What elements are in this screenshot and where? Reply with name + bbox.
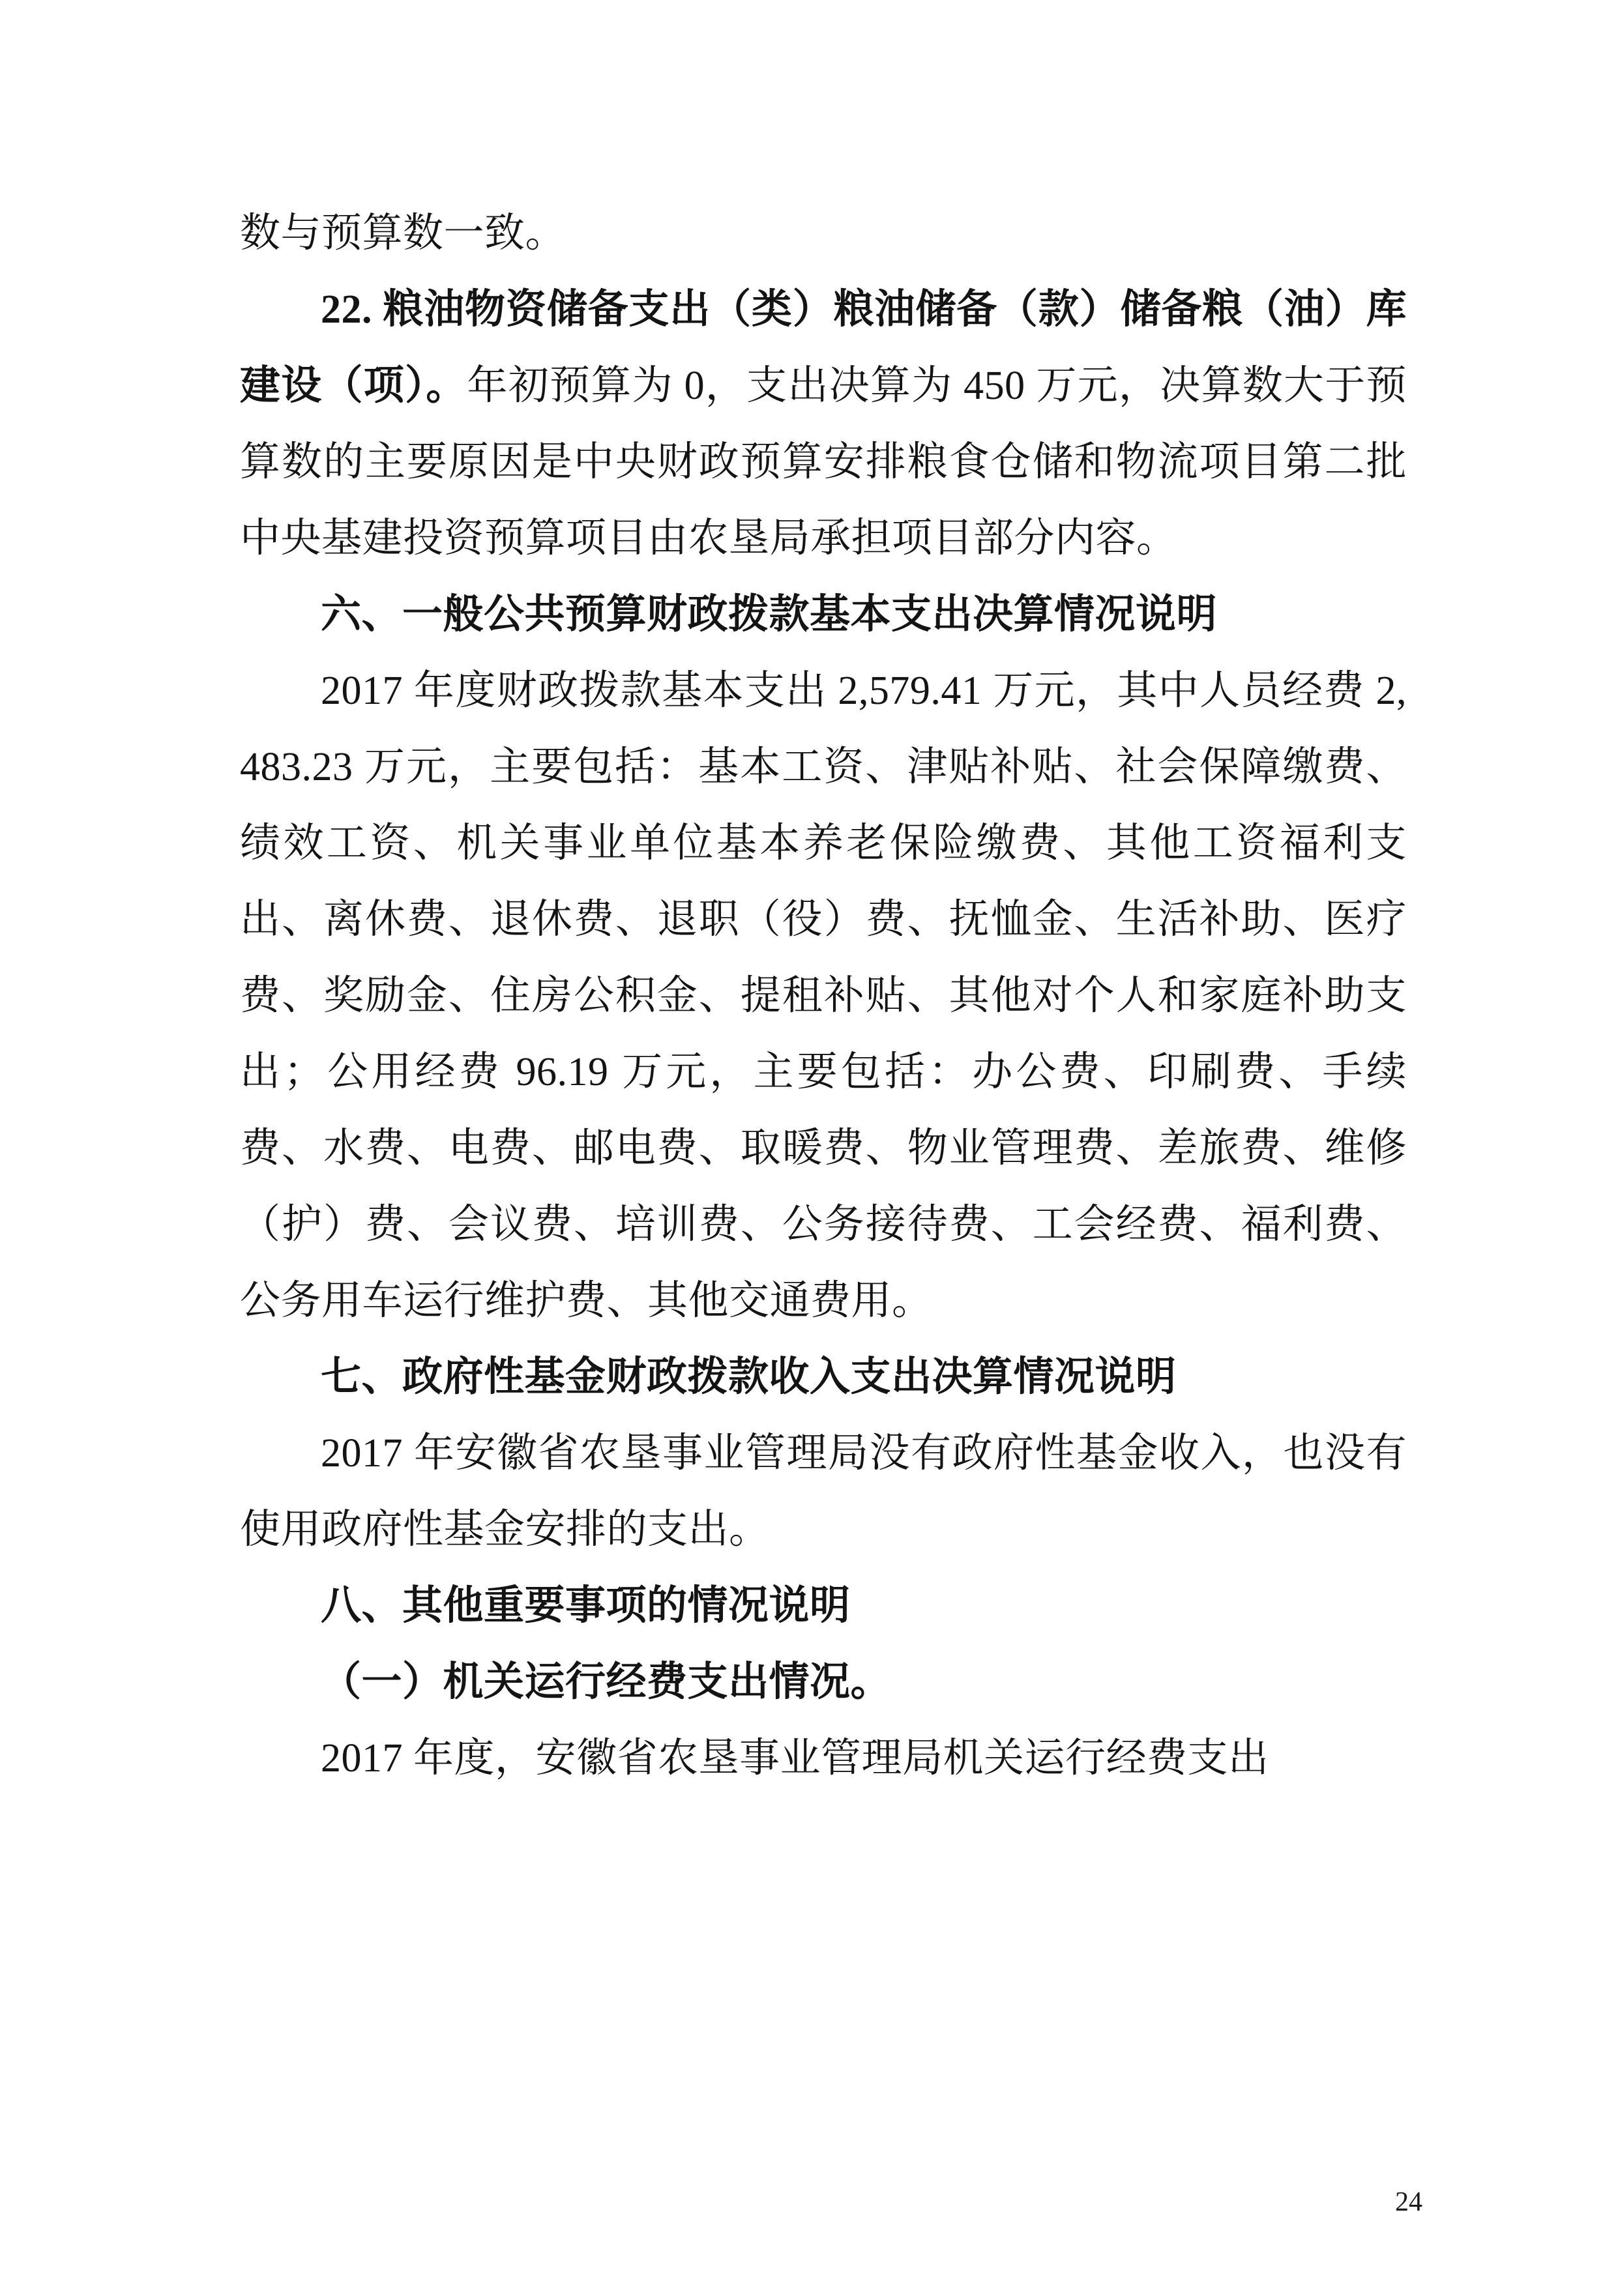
heading-section-6: 六、一般公共预算财政拨款基本支出决算情况说明 bbox=[321, 592, 1218, 637]
item-22-text: 年初预算为 0，支出决算为 450 万元，决算数大于预算数的主要原因是中央财政预算安排粮食仓储和物流项目第二批中央基建投资预算项目由农垦局承担项目部分内容。 bbox=[240, 364, 1407, 560]
paragraph-continued-line: 数与预算数一致。 bbox=[240, 211, 566, 255]
page-number: 24 bbox=[1395, 2187, 1422, 2217]
heading-section-7: 七、政府性基金财政拨款收入支出决算情况说明 bbox=[321, 1355, 1177, 1399]
paragraph-section-8-1-body: 2017 年度，安徽省农垦事业管理局机关运行经费支出 bbox=[321, 1736, 1269, 1780]
heading-section-8: 八、其他重要事项的情况说明 bbox=[321, 1584, 851, 1628]
item-22-bold-lead: 22. 粮油物资储备支出（类）粮油储备（款）储备粮（油）库建设（项）。 bbox=[240, 287, 1407, 408]
heading-section-8-subsection-1: （一）机关运行经费支出情况。 bbox=[321, 1660, 892, 1704]
document-body bbox=[240, 196, 1407, 1797]
paragraph-section-7-body: 2017 年安徽省农垦事业管理局没有政府性基金收入，也没有使用政府性基金安排的支出。 bbox=[240, 1431, 1407, 1552]
paragraph-item-22 bbox=[240, 272, 1407, 577]
paragraph-section-6-body: 2017 年度财政拨款基本支出 2,579.41 万元，其中人员经费 2,483.23 万元，主要包括：基本工资、津贴补贴、社会保障缴费、绩效工资、机关事业单位基本养老保险缴费、其他工资福利支出、离休费、退休费、退职（役）费、抚恤金、生活补助、医疗费、奖励金、住房公积金、提租补贴、其他对个人和家庭补助支出；公用经费 96.19 万元，主要包括：办公费、印刷费、手续费、水费、电费、邮电费、取暖费、物业管理费、差旅费、维修（护）费、会议费、培训费、公务接待费、工会经费、福利费、公务用车运行维护费、其他交通费用。 bbox=[240, 669, 1407, 1323]
